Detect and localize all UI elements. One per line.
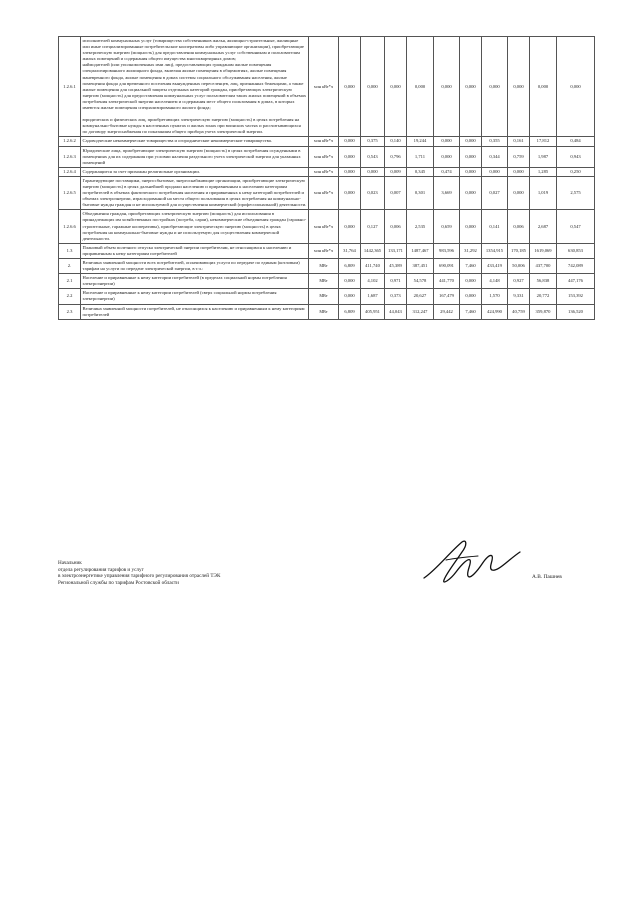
- row-value: 0,000: [557, 37, 595, 137]
- row-value: 0,000: [508, 176, 530, 209]
- row-unit: млн кВт*ч: [309, 210, 339, 243]
- row-value: 19,244: [407, 137, 434, 146]
- row-value: 136,520: [557, 304, 595, 319]
- row-value: 0,000: [508, 167, 530, 176]
- row-description: [81, 243, 309, 258]
- row-description-paragraph: Население и приравненные к нему категории потребителей (сверх социальной нормы потребления электроэнергии): [82, 290, 277, 302]
- row-description: [81, 304, 309, 319]
- row-value: 1,019: [530, 176, 557, 209]
- row-value: 0,000: [460, 176, 482, 209]
- row-value: 0,474: [434, 167, 460, 176]
- row-value: 1,687: [361, 289, 385, 304]
- row-code: 1.2.6.6: [59, 210, 81, 243]
- table-row: [59, 259, 595, 274]
- row-value: 630,853: [557, 243, 595, 258]
- row-value: 0,000: [434, 146, 460, 167]
- row-value: 20,627: [407, 289, 434, 304]
- row-code: 2.: [59, 259, 81, 274]
- row-unit: МВт: [309, 259, 339, 274]
- row-description-paragraph: Население и приравненные к нему категории потребителей (в пределах социальной нормы потребления электроэнергии): [82, 275, 287, 287]
- row-value: 0,000: [482, 167, 508, 176]
- row-value: 153,392: [557, 289, 595, 304]
- row-description: [81, 146, 309, 167]
- row-value: 0,000: [339, 176, 361, 209]
- footer-department-line: отдела регулирования тарифов и услуг: [58, 566, 144, 573]
- row-value: 0,659: [434, 210, 460, 243]
- row-value: 411,740: [361, 259, 385, 274]
- row-value: 0,000: [460, 210, 482, 243]
- row-value: 433,419: [482, 259, 508, 274]
- row-value: 0,301: [407, 176, 434, 209]
- row-value: 690,091: [434, 259, 460, 274]
- row-description-paragraph: Юридические лица, приобретающие электрическую энергию (мощность) в целях потребления осужденными в помещениях для их содержания при условии наличия раздельного учета электрической энергии для указанных помещений: [82, 147, 301, 165]
- row-code: 1.2.6.4: [59, 167, 81, 176]
- row-value: 0,023: [361, 176, 385, 209]
- row-code: 2.2: [59, 289, 81, 304]
- row-value: 2,535: [407, 210, 434, 243]
- row-value: 56,838: [530, 274, 557, 289]
- row-value: 0,006: [508, 210, 530, 243]
- row-value: 29,442: [434, 304, 460, 319]
- row-description-paragraph: юридических и физических лиц, приобретающих электрическую энергию (мощность) в целях потребления на коммунально-бытовые нужды в населенных пунктах и жилых зонах при воинских частях и рассчитывающихся по договору энергоснабжения по показаниям общего прибора учета электрической энергии.: [82, 117, 301, 135]
- row-value: 167,479: [434, 289, 460, 304]
- row-value: 0,971: [385, 274, 407, 289]
- row-value: 0,007: [385, 176, 407, 209]
- row-value: 0,000: [361, 37, 385, 137]
- row-description-paragraph: Объединения граждан, приобретающих электрическую энергию (мощность) для использования в принадлежащих им хозяйственных постройках (погреба, сараи), некоммерческие объединения граждан (гаражно-строительные, гаражные кооперативы), приобретающие электрическую энергию (мощность) в целях потребления на коммунально-бытовые нужды и не используемую для осуществления коммерческой деятельности.: [82, 211, 307, 241]
- row-value: 17,812: [530, 137, 557, 146]
- row-value: 0,000: [460, 289, 482, 304]
- row-value: 31,292: [460, 243, 482, 258]
- row-value: 7,460: [460, 259, 482, 274]
- row-value: 0,009: [385, 167, 407, 176]
- row-unit: млн кВт*ч: [309, 243, 339, 258]
- row-value: 1,285: [530, 167, 557, 176]
- row-value: 2,575: [557, 176, 595, 209]
- row-value: 3,669: [434, 176, 460, 209]
- row-description-paragraph: Величина заявленной мощности потребителей, не относящихся к населению и приравненным к нему категориям потребителей: [82, 305, 305, 317]
- row-description-paragraph: Плановый объем полезного отпуска электрической энергии потребителям, не относящимся к населению и приравненным к нему категориям потребителей: [82, 244, 292, 256]
- table-row: [59, 210, 595, 243]
- row-value: 1,987: [530, 146, 557, 167]
- row-description: [81, 274, 309, 289]
- row-value: 0,000: [434, 137, 460, 146]
- row-value: 312,247: [407, 304, 434, 319]
- row-value: 0,000: [460, 146, 482, 167]
- row-description-paragraph: Величина заявленной мощности всех потребителей, оплачивающих услуги по передаче по единым (котловым) тарифам на услуги по передаче электрической энергии, в т.ч.:: [82, 260, 300, 272]
- row-value: 0,547: [557, 210, 595, 243]
- row-value: 0,355: [482, 137, 508, 146]
- row-value: 0,141: [482, 210, 508, 243]
- row-value: 4,148: [482, 274, 508, 289]
- footer-position-title: Начальник: [58, 560, 82, 566]
- table-row: [59, 176, 595, 209]
- row-value: 54,578: [407, 274, 434, 289]
- row-value: 1,570: [482, 289, 508, 304]
- row-description: [81, 137, 309, 146]
- row-value: 0,796: [385, 146, 407, 167]
- row-value: 0,345: [407, 167, 434, 176]
- row-value: 437,700: [530, 259, 557, 274]
- row-value: 9,331: [508, 289, 530, 304]
- row-value: 0,000: [385, 37, 407, 137]
- row-value: 405,951: [361, 304, 385, 319]
- row-value: 0,000: [339, 210, 361, 243]
- row-value: 170,185: [508, 243, 530, 258]
- row-value: 0,000: [434, 37, 460, 137]
- row-value: 0,000: [339, 37, 361, 137]
- row-value: 44,043: [385, 304, 407, 319]
- row-value: 0,250: [557, 167, 595, 176]
- row-value: 0,927: [508, 274, 530, 289]
- row-unit: МВт: [309, 274, 339, 289]
- row-description-paragraph: Садоводческие некоммерческие товарищества и огороднические некоммерческие товарищества.: [82, 138, 272, 144]
- row-description: [81, 167, 309, 176]
- signature-image: [416, 530, 526, 590]
- row-value: 1,711: [407, 146, 434, 167]
- row-unit: млн кВт*ч: [309, 146, 339, 167]
- row-description-paragraph: Содержащиеся за счет прихожан религиозные организации.: [82, 168, 200, 174]
- row-code: 1.2.6.3: [59, 146, 81, 167]
- row-value: 0,000: [460, 137, 482, 146]
- row-value: 0,759: [508, 146, 530, 167]
- row-unit: млн кВт*ч: [309, 167, 339, 176]
- row-value: 0,140: [385, 137, 407, 146]
- row-value: 1487,467: [407, 243, 434, 258]
- table-row: [59, 304, 595, 319]
- row-value: 0,484: [557, 137, 595, 146]
- row-value: 45,389: [385, 259, 407, 274]
- row-value: 31,764: [339, 243, 361, 258]
- table-row: [59, 167, 595, 176]
- row-code: 1.3: [59, 243, 81, 258]
- row-code: 1.2.6.5: [59, 176, 81, 209]
- row-value: 40,759: [508, 304, 530, 319]
- row-value: 1442,365: [361, 243, 385, 258]
- row-value: 0,375: [361, 137, 385, 146]
- row-value: 133,171: [385, 243, 407, 258]
- row-description: [81, 259, 309, 274]
- row-value: 0,000: [460, 274, 482, 289]
- row-unit: млн кВт*ч: [309, 176, 339, 209]
- row-description-paragraph: Гарантирующие поставщики, энергосбытовые, энергоснабжающие организации, приобретающие электрическую энергию (мощность) в целях дальнейшей продажи населению и приравненным к населению категориям потребителей в объемах фактического потребления населения и приравненных к нему категорий потребителей и объемах электроэнергии, израсходованной на места общего пользования в целях потребления на коммунально-бытовые нужды граждан и не используемой для осуществления коммерческой (профессиональной) деятельности.: [82, 177, 307, 208]
- row-unit: МВт: [309, 304, 339, 319]
- row-value: 0,006: [385, 210, 407, 243]
- row-value: 441,770: [434, 274, 460, 289]
- row-description: [81, 37, 309, 137]
- row-value: 424,990: [482, 304, 508, 319]
- footer-department-line: в электроэнергетике управления тарифного регулирования отраслей ТЭК: [58, 573, 221, 580]
- row-value: 387,451: [407, 259, 434, 274]
- footer-organization-line: Региональной службы по тарифам Ростовской области: [58, 579, 179, 586]
- signer-name: А.В. Пашнев: [532, 574, 562, 580]
- row-unit: млн кВт*ч: [309, 137, 339, 146]
- row-description: [81, 289, 309, 304]
- row-value: 6,809: [339, 259, 361, 274]
- row-value: 0,000: [339, 289, 361, 304]
- row-code: 2.3: [59, 304, 81, 319]
- table-row: [59, 137, 595, 146]
- row-value: 7,460: [460, 304, 482, 319]
- row-value: 0,027: [482, 176, 508, 209]
- row-value: 0,000: [339, 137, 361, 146]
- row-description-paragraph: исполнителей коммунальных услуг (товарищества собственников жилья, жилищно-строительные, жилищные или иные специализированные потребительские кооперативы либо управляющие организации), приобретающие электрическую энергию (мощность) для предоставления коммунальных услуг собственникам и пользователям жилых помещений и содержания общего имущества многоквартирных домов;: [82, 38, 304, 62]
- row-value: 0,543: [361, 146, 385, 167]
- row-description: [81, 210, 309, 243]
- row-value: 20,772: [530, 289, 557, 304]
- row-value: 50,006: [508, 259, 530, 274]
- row-value: 0,000: [339, 274, 361, 289]
- row-value: 0,000: [530, 37, 557, 137]
- row-value: 0,000: [508, 37, 530, 137]
- row-value: 983,596: [434, 243, 460, 258]
- row-value: 0,344: [482, 146, 508, 167]
- table-row: [59, 37, 595, 137]
- row-value: 0,943: [557, 146, 595, 167]
- row-value: 0,000: [339, 146, 361, 167]
- table-row: [59, 274, 595, 289]
- row-value: 0,000: [361, 167, 385, 176]
- row-value: 0,000: [407, 37, 434, 137]
- row-value: 742,089: [557, 259, 595, 274]
- row-code: 1.2.6.1: [59, 37, 81, 137]
- row-value: 0,127: [361, 210, 385, 243]
- row-value: 359,870: [530, 304, 557, 319]
- row-value: 2,687: [530, 210, 557, 243]
- row-description-paragraph: наймодателей (или уполномоченных ими лиц), предоставляющих гражданам жилые помещения специализированного жилищного фонда, включая жилые помещения в общежитиях, жилые помещения маневренного фонда, жилые помещения в домах системы социального обслуживания населения, жилые помещения фонда для временного поселения вынужденных переселенцев, лиц, признанных беженцами, а также жилые помещения для социальной защиты отдельных категорий граждан, приобретающих электрическую энергию (мощность) для предоставления коммунальных услуг пользователям таких жилых помещений в объемах потребления электрической энергии населением и содержания мест общего пользования в домах, в которых имеются жилые помещения специализированного жилого фонда;: [82, 62, 307, 111]
- row-unit: млн кВт*ч: [309, 37, 339, 137]
- footer-block: [58, 560, 220, 586]
- table-row: [59, 243, 595, 258]
- table-row: [59, 146, 595, 167]
- row-value: 4,102: [361, 274, 385, 289]
- row-unit: МВт: [309, 289, 339, 304]
- row-value: 0,000: [460, 37, 482, 137]
- row-value: 1354,915: [482, 243, 508, 258]
- row-code: 2.1: [59, 274, 81, 289]
- row-value: 0,000: [460, 167, 482, 176]
- row-value: 6,809: [339, 304, 361, 319]
- row-value: 0,000: [482, 37, 508, 137]
- row-code: 1.2.6.2: [59, 137, 81, 146]
- table-row: [59, 289, 595, 304]
- row-value: 0,161: [508, 137, 530, 146]
- tariff-table: [58, 36, 595, 320]
- row-value: 447,176: [557, 274, 595, 289]
- row-value: 0,373: [385, 289, 407, 304]
- row-description: [81, 176, 309, 209]
- row-value: 1619,069: [530, 243, 557, 258]
- row-value: 0,000: [339, 167, 361, 176]
